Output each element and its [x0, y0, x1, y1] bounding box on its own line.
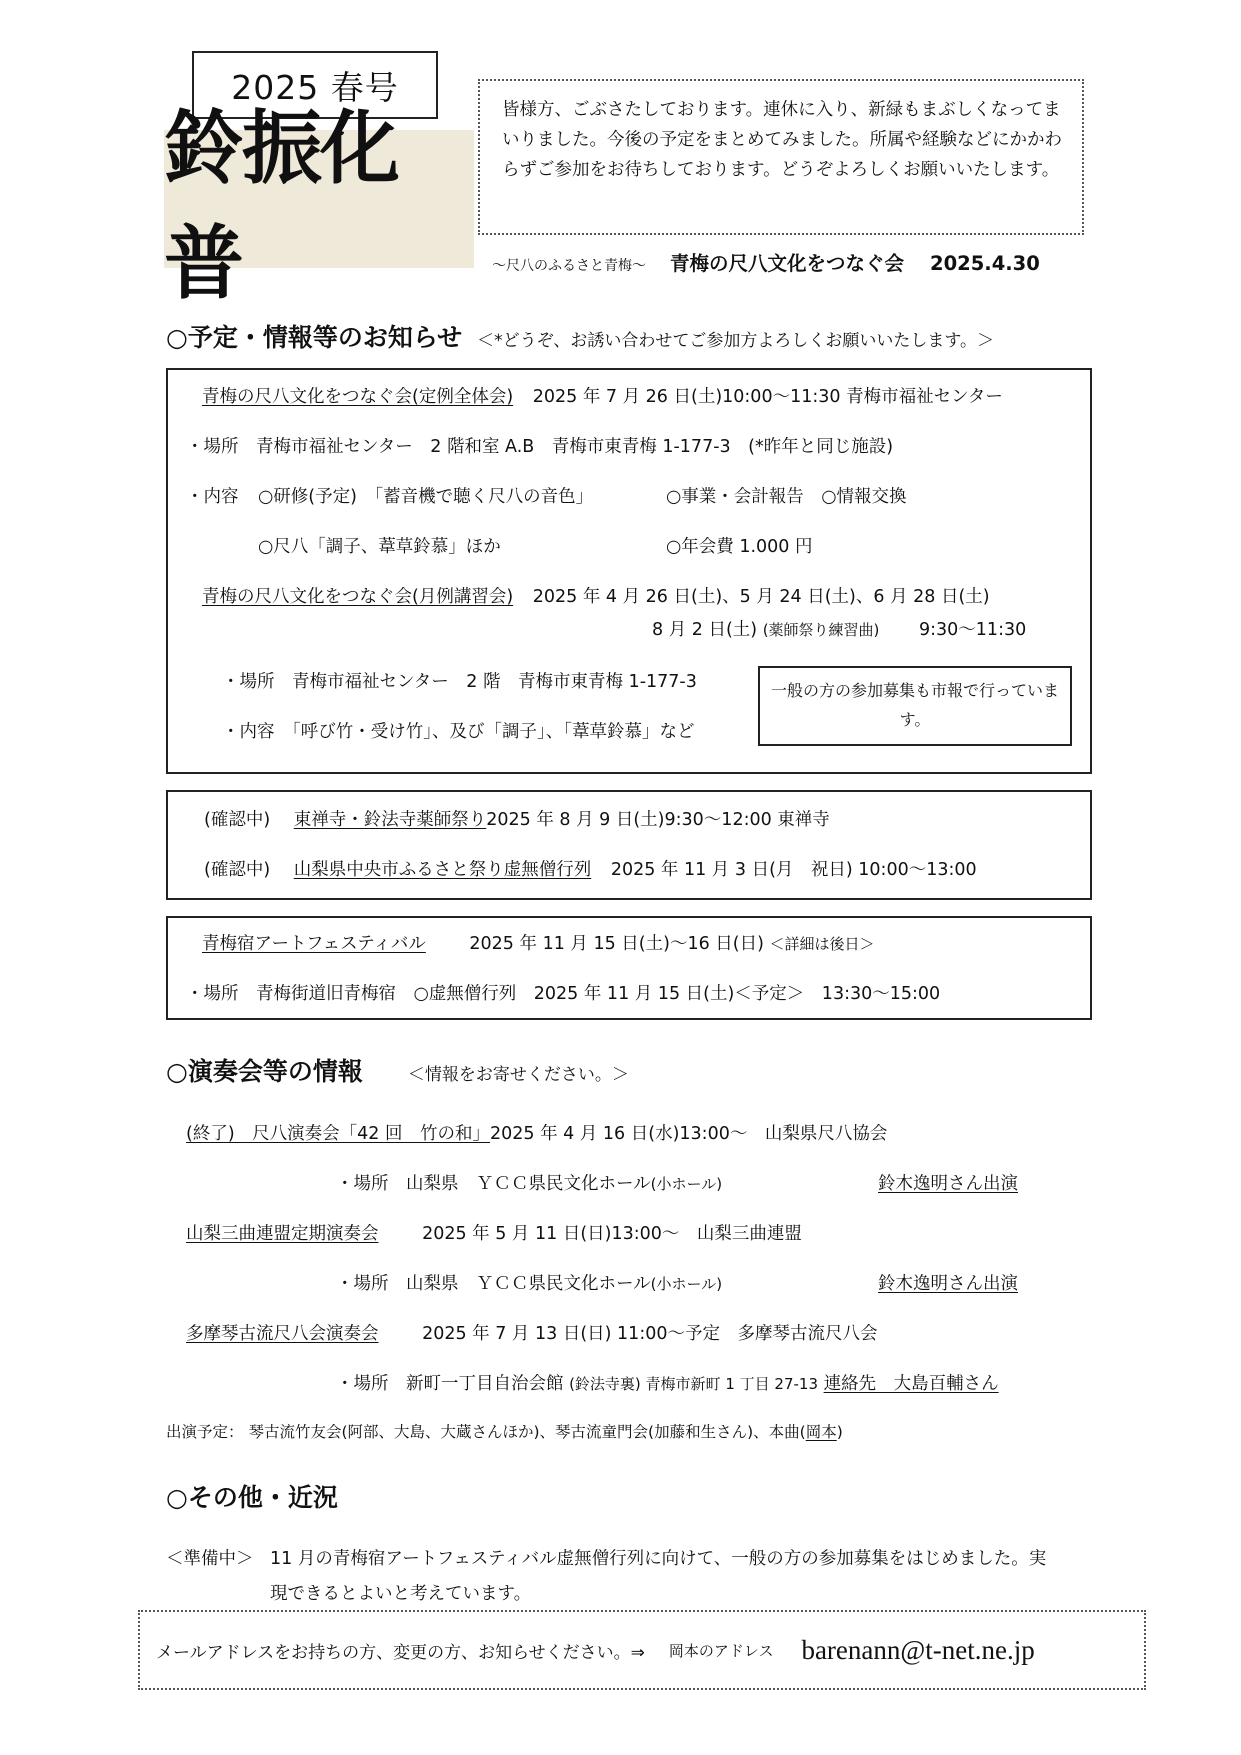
lesson-dates-2: 8 月 2 日(土) [652, 620, 758, 640]
lesson-time: 9:30～11:30 [919, 620, 1027, 640]
concerts-title: ○演奏会等の情報 [166, 1057, 363, 1086]
recruit-notice: 一般の方の参加募集も市報で行っています。 [758, 666, 1072, 746]
lesson-content: ・内容 「呼び竹・受け竹」、及び「調子」、「葦草鈴慕」など [222, 722, 695, 742]
performers-row [166, 1420, 843, 1442]
art-festival-note: ＜詳細は後日＞ [769, 935, 875, 953]
festival-2-detail: 2025 年 11 月 3 日(月 祝日) 10:00～13:00 [610, 860, 977, 880]
concert-1-place-row [336, 1170, 722, 1195]
lesson-title: 青梅の尺八文化をつなぐ会(月例講習会) [202, 587, 514, 607]
lesson-row [202, 583, 990, 608]
schedule-heading [166, 318, 994, 354]
content-label: ・内容 [186, 487, 239, 507]
other-label: ＜準備中＞ [166, 1549, 254, 1569]
festival-row-2 [204, 856, 977, 881]
content-item-2: ○事業・会計報告 ○情報交換 [666, 487, 907, 507]
concert-1-detail: 2025 年 4 月 16 日(水)13:00～ 山梨県尺八協会 [490, 1124, 888, 1144]
newsletter-logo: 鈴振化普 [164, 130, 474, 268]
concert-1-place-note: (小ホール) [650, 1175, 723, 1193]
festival-1-event: 東禅寺・鈴法寺薬師祭り [293, 810, 487, 830]
other-text-1: 11 月の青梅宿アートフェスティバル虚無僧行列に向けて、一般の方の参加募集をはじめました。実 [270, 1549, 1047, 1569]
lesson-place: ・場所 青梅市福祉センター 2 階 青梅市東青梅 1-177-3 [222, 672, 697, 692]
concert-3-detail: 2025 年 7 月 13 日(日) 11:00～予定 多摩琴古流尺八会 [422, 1324, 878, 1344]
other-title: ○その他・近況 [166, 1483, 338, 1512]
org-subtitle: ～尺八のふるさと青梅～ [492, 258, 646, 274]
festival-row-1 [204, 806, 830, 831]
festival-2-status: (確認中) [204, 860, 271, 880]
concert-2-performer: 鈴木逸明さん出演 [878, 1274, 1018, 1294]
concert-1-row [186, 1120, 887, 1145]
art-festival-place: ・場所 青梅街道旧青梅宿 ○虚無僧行列 2025 年 11 月 15 日(土)＜予定＞ 13:30～15:00 [186, 984, 941, 1004]
content-item-4: ○年会費 1.000 円 [666, 537, 813, 557]
festival-1-detail: 2025 年 8 月 9 日(土)9:30～12:00 東禅寺 [486, 810, 830, 830]
schedule-note: ＜*どうぞ、お誘い合わせてご参加方よろしくお願いいたします。＞ [477, 331, 994, 351]
footer-text: メールアドレスをお持ちの方、変更の方、お知らせください。⇒ [156, 1642, 645, 1663]
concert-2-row [186, 1220, 802, 1245]
footer-email[interactable]: barenann@t-net.ne.jp [801, 1634, 1035, 1665]
art-festival-title: 青梅宿アートフェスティバル [202, 934, 426, 954]
issue-date: 2025.4.30 [930, 252, 1040, 275]
lesson-dates-row2 [652, 616, 1026, 641]
concert-2-place-note: (小ホール) [650, 1275, 723, 1293]
meeting-place: ・場所 青梅市福祉センター 2 階和室 A.B 青梅市東青梅 1-177-3 (*昨年と同じ施設) [186, 437, 894, 457]
art-festival-row [202, 930, 875, 955]
concerts-heading [166, 1052, 629, 1088]
performers-end: ) [836, 1423, 843, 1441]
concert-1-title: (終了) 尺八演奏会「42 回 竹の和」 [186, 1124, 490, 1144]
concert-3-title: 多摩琴古流尺八会演奏会 [186, 1324, 379, 1344]
other-text-2: 現できるとよいと考えています。 [270, 1584, 532, 1604]
art-festival-dates: 2025 年 11 月 15 日(土)～16 日(日) [469, 934, 764, 954]
content-item-3: ○尺八「調子、葦草鈴慕」ほか [258, 537, 501, 557]
festival-2-event: 山梨県中央市ふるさと祭り虚無僧行列 [293, 860, 592, 880]
concert-3-contact: 連絡先 大島百輔さん [823, 1374, 999, 1394]
meeting-row [202, 383, 1003, 408]
content-item-1: ○研修(予定) 「蓄音機で聴く尺八の音色」 [258, 487, 594, 507]
concert-2-detail: 2025 年 5 月 11 日(日)13:00～ 山梨三曲連盟 [422, 1224, 802, 1244]
concert-3-place-row [336, 1370, 999, 1395]
concert-2-title: 山梨三曲連盟定期演奏会 [186, 1224, 379, 1244]
email-footer [138, 1610, 1146, 1690]
concert-3-row [186, 1320, 877, 1345]
lesson-dates-2-note: (薬師祭り練習曲) [762, 621, 880, 639]
concert-3-place: ・場所 新町一丁目自治会館 [336, 1374, 564, 1394]
org-name: 青梅の尺八文化をつなぐ会 [670, 252, 905, 275]
intro-message: 皆様方、ごぶさたしております。連休に入り、新緑もまぶしくなってまいりました。今後の予定をまとめてみました。所属や経験などにかかわらずご参加をお待ちしております。どうぞよろしくお願いいたします。 [478, 79, 1084, 235]
concert-1-performer: 鈴木逸明さん出演 [878, 1174, 1018, 1194]
performers-label: 出演予定： [166, 1423, 244, 1441]
concert-1-place: ・場所 山梨県 ＹＣＣ県民文化ホール [336, 1174, 651, 1194]
concert-2-place: ・場所 山梨県 ＹＣＣ県民文化ホール [336, 1274, 651, 1294]
meeting-title: 青梅の尺八文化をつなぐ会(定例全体会) [202, 387, 514, 407]
lesson-dates: 2025 年 4 月 26 日(土)、5 月 24 日(土)、6 月 28 日(土) [532, 587, 990, 607]
concert-3-place-note: (鈴法寺裏) 青梅市新町 1 丁目 27-13 [569, 1375, 818, 1393]
performers-okamoto: 岡本 [805, 1423, 837, 1441]
concert-2-place-row [336, 1270, 722, 1295]
footer-label: 岡本のアドレス [668, 1641, 774, 1660]
meeting-detail: 2025 年 7 月 26 日(土)10:00～11:30 青梅市福祉センター [532, 387, 1003, 407]
issue-label: 2025 春号 [192, 51, 438, 119]
organization-line [492, 248, 1092, 278]
concerts-note: ＜情報をお寄せください。＞ [407, 1065, 629, 1085]
festival-1-status: (確認中) [204, 810, 271, 830]
schedule-title: ○予定・情報等のお知らせ [166, 323, 463, 352]
performers-list: 琴古流竹友会(阿部、大島、大蔵さんほか)、琴古流童門会(加藤和生さん)、本曲( [248, 1423, 806, 1441]
